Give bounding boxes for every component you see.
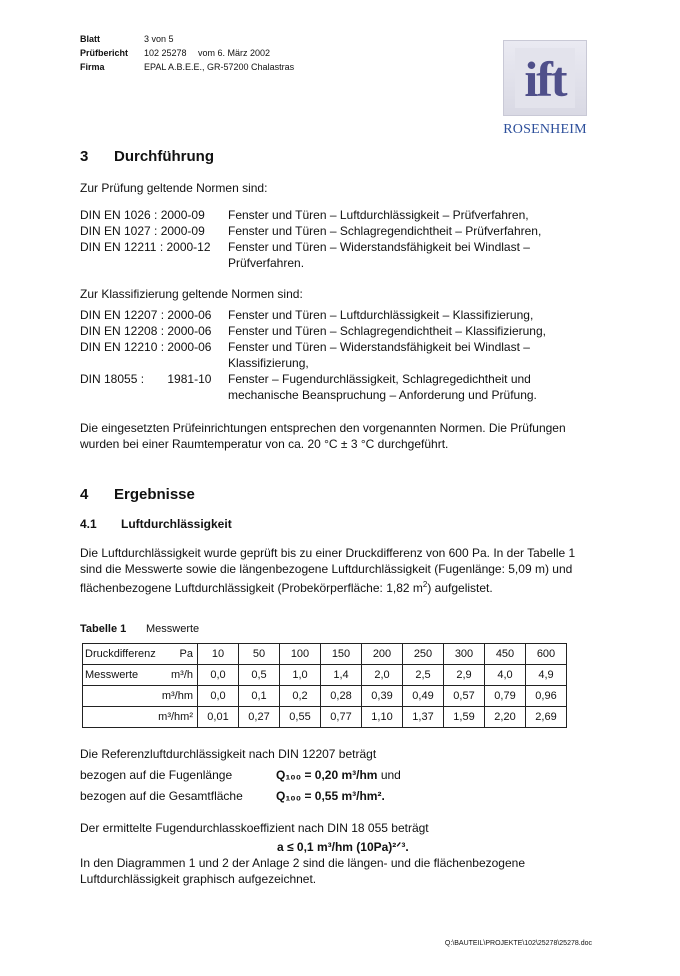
logo-city: ROSENHEIM [503, 122, 587, 137]
norm-item: DIN EN 12211 : 2000-12 Fenster und Türen – Widerstandsfähigkeit bei Windlast – Prüfverfahren. [80, 240, 530, 270]
norm-item: DIN EN 12210 : 2000-06 Fenster und Türen – Widerstandsfähigkeit bei Windlast – Klassifizierung, [80, 340, 530, 370]
table-row: m³/hm² 0,01 0,27 0,55 0,77 1,10 1,37 1,59 2,20 2,69 [83, 707, 567, 728]
koeff-formula: a ≤ 0,1 m³/hm (10Pa)²ᐟ³. [277, 840, 409, 854]
report-meta [80, 32, 294, 74]
norm-item: DIN EN 12208 : 2000-06 Fenster und Türen – Schlagregendichtheit – Klassifizierung, [80, 324, 546, 338]
meta-bericht-label: Prüfbericht [80, 48, 129, 58]
meta-firma-label: Firma [80, 62, 105, 72]
meta-bericht-value: 102 25278 [144, 48, 187, 58]
pruef-normen-intro: Zur Prüfung geltende Normen sind: [80, 181, 268, 195]
meta-firma-value: EPAL A.B.E.E., GR-57200 Chalastras [144, 62, 295, 72]
pruef-normen-list [80, 207, 600, 271]
ref-intro: Die Referenzluftdurchlässigkeit nach DIN 12207 beträgt [80, 747, 377, 761]
result-line-gesamtflaeche: bezogen auf die Gesamtfläche Q₁₀₀ = 0,55 m³/hm². [80, 789, 385, 803]
koeff-intro: Der ermittelte Fugendurchlasskoeffizient nach DIN 18 055 beträgt [80, 821, 429, 835]
section-4-1-heading: 4.1 Luftdurchlässigkeit [80, 517, 232, 531]
meta-blatt-value: 3 von 5 [144, 34, 174, 44]
section-3-heading: 3 Durchführung [80, 148, 214, 165]
messwerte-table [82, 643, 567, 728]
norm-item: DIN EN 1026 : 2000-09 Fenster und Türen – Luftdurchlässigkeit – Prüfverfahren, [80, 208, 529, 222]
norm-item: DIN 18055 : 1981-10 Fenster – Fugendurchlässigkeit, Schlagregedichtheit und mechanische Beanspruchung – Anforderung und Prüfung. [80, 372, 537, 402]
pruef-closing-paragraph: Die eingesetzten Prüfeinrichtungen entsprechen den vorgenannten Normen. Die Prüfungen wurden bei einer Raumtemperatur von ca. 20 °C ± 3 °C durchgeführt. [80, 421, 566, 451]
ift-rosenheim-logo [503, 40, 587, 144]
logo-text: ift [524, 51, 566, 107]
klass-normen-intro: Zur Klassifizierung geltende Normen sind: [80, 287, 303, 301]
norm-item: DIN EN 1027 : 2000-09 Fenster und Türen – Schlagregendichtheit – Prüfverfahren, [80, 224, 542, 238]
table-caption: Tabelle 1 Messwerte [80, 623, 200, 635]
norm-item: DIN EN 12207 : 2000-06 Fenster und Türen – Luftdurchlässigkeit – Klassifizierung, [80, 308, 534, 322]
meta-blatt-label: Blatt [80, 34, 100, 44]
table-row: Druckdifferenz Pa 10 50 100 150 200 250 300 450 600 [83, 644, 567, 665]
result-line-fugenlaenge: bezogen auf die Fugenlänge Q₁₀₀ = 0,20 m³/hm und [80, 768, 401, 782]
diagram-closing-paragraph: In den Diagrammen 1 und 2 der Anlage 2 sind die längen- und die flächenbezogene Luftdurchlässigkeit graphisch aufgezeichnet. [80, 856, 525, 886]
table-row: m³/hm 0,0 0,1 0,2 0,28 0,39 0,49 0,57 0,79 0,96 [83, 686, 567, 707]
section-4-heading: 4 Ergebnisse [80, 486, 195, 503]
luft-paragraph: Die Luftdurchlässigkeit wurde geprüft bis zu einer Druckdifferenz von 600 Pa. In der Tabelle 1 sind die Messwerte sowie die längenbezogene Luftdurchlässigkeit (Fugenlänge: 5,09 m) und flächenbezogene Luftdurchlässigkeit (Probekörperfläche: 1,82 $m^2$) aufgelistet. [80, 546, 576, 595]
table-row: Messwerte m³/h 0,0 0,5 1,0 1,4 2,0 2,5 2,9 4,0 4,9 [83, 665, 567, 686]
file-path-footer: Q:\BAUTEIL\PROJEKTE\102\25278\25278.doc [444, 940, 592, 947]
meta-bericht-date: vom 6. März 2002 [198, 48, 271, 58]
klass-normen-list [80, 307, 600, 403]
